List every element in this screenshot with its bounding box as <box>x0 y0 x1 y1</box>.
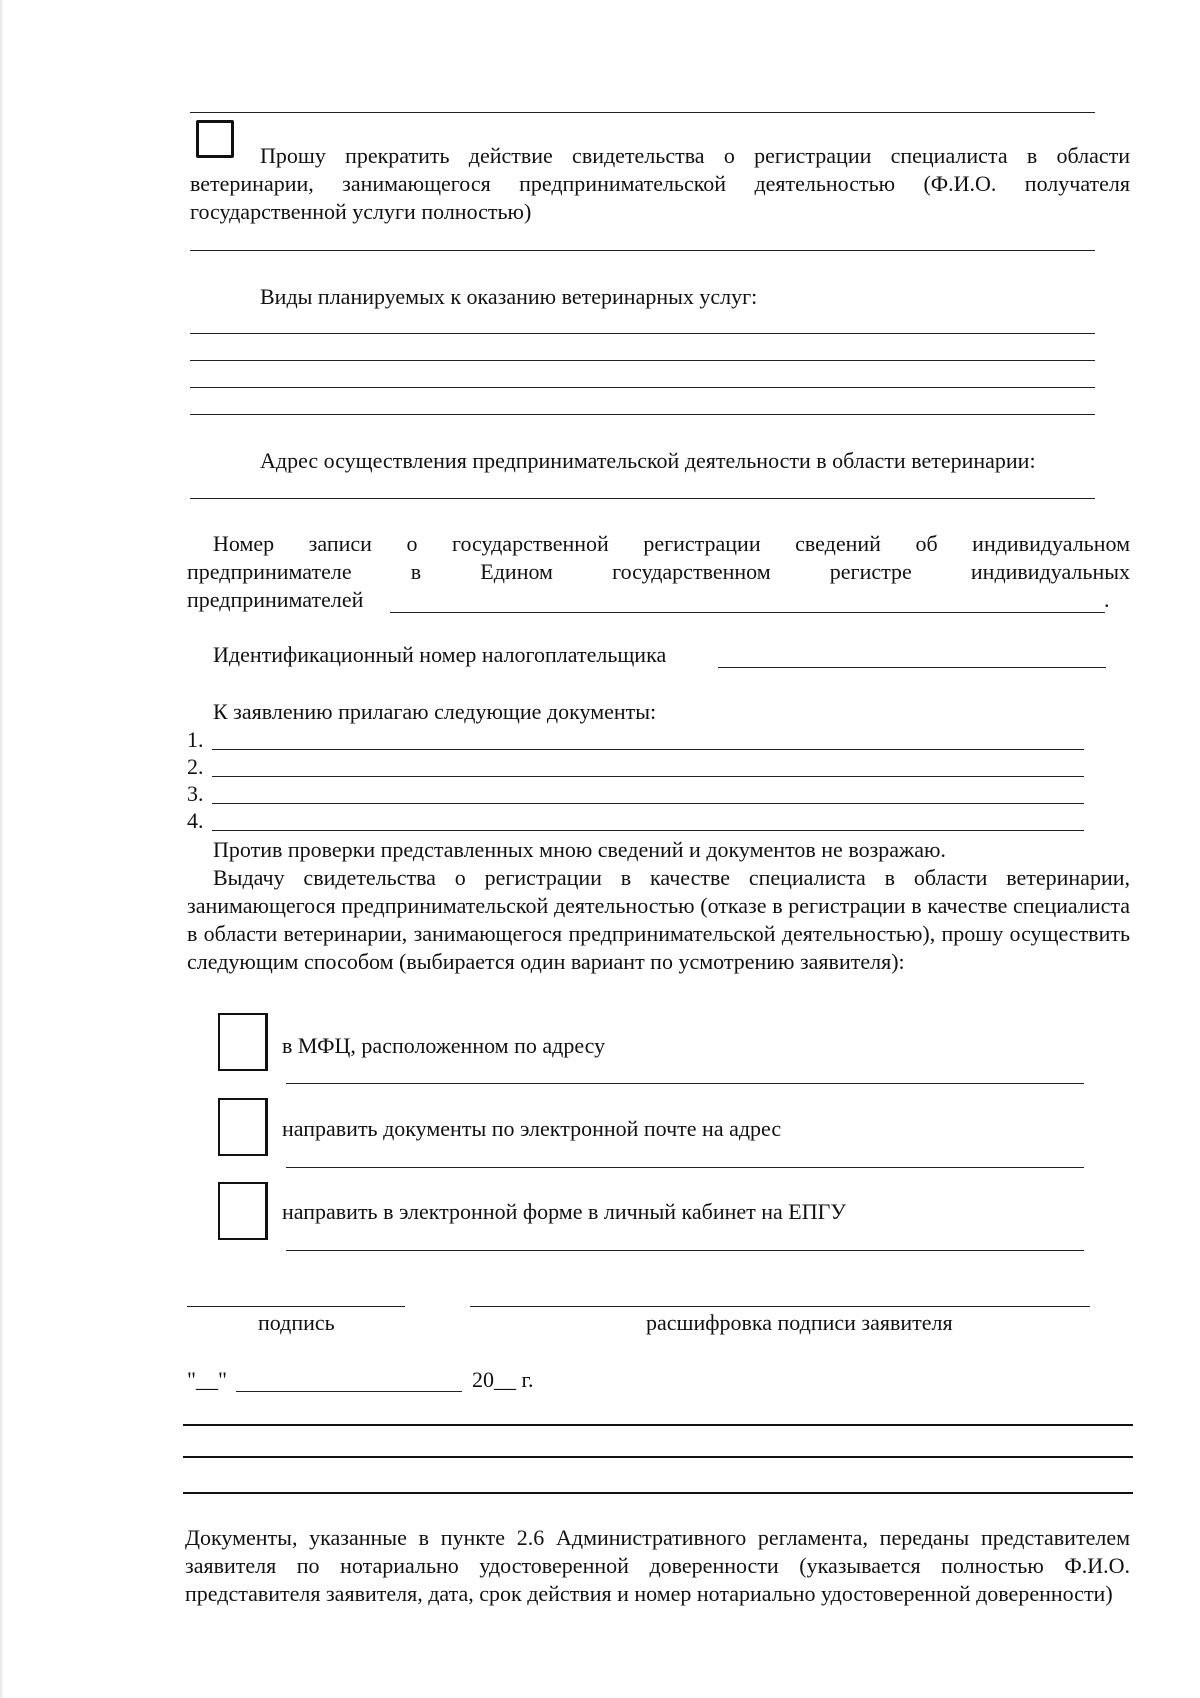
inn-label: Идентификационный номер налогоплательщика <box>213 642 667 667</box>
services-line-3[interactable] <box>190 387 1095 388</box>
delivery-option-epgu-checkbox[interactable] <box>218 1182 268 1240</box>
signature-line[interactable] <box>187 1306 405 1307</box>
registry-end-dot: . <box>1104 587 1110 612</box>
registry-fill-line[interactable] <box>390 612 1105 613</box>
delivery-option-epgu-line[interactable] <box>286 1250 1084 1251</box>
registry-line-3: предпринимателей <box>187 587 364 612</box>
date-month-line[interactable] <box>236 1391 462 1392</box>
services-line-4[interactable] <box>190 414 1095 415</box>
consent-text: Против проверки представленных мною сведений и документов не возражаю. <box>213 837 946 862</box>
date-year: 20__ г. <box>472 1367 534 1392</box>
terminate-fill-line[interactable] <box>190 250 1095 251</box>
delivery-option-epgu-label: направить в электронной форме в личный кабинет на ЕПГУ <box>282 1199 846 1224</box>
address-label: Адрес осуществления предпринимательской деятельности в области ветеринарии: <box>260 448 1036 473</box>
attachment-num-4: 4. <box>187 808 204 833</box>
representative-line-2[interactable] <box>183 1456 1133 1458</box>
attachment-num-2: 2. <box>187 754 204 779</box>
terminate-text: Прошу прекратить действие свидетельства о регистрации специалиста в области ветеринарии, занимающегося предпринимательской деятельностью (Ф.И.О. получателя государственной услуги полностью) <box>190 143 1130 224</box>
delivery-text: Выдачу свидетельства о регистрации в качестве специалиста в области ветеринарии, занимающегося предпринимательской деятельностью (отказе в регистрации в качестве специалиста в области ветеринарии, занимающегося предпринимательской деятельностью), прошу осуществить следующим способом (выбирается один вариант по усмотрению заявителя): <box>187 865 1130 974</box>
delivery-option-mfc-checkbox[interactable] <box>218 1013 268 1071</box>
inn-fill-line[interactable] <box>718 667 1106 668</box>
date-day: "__" <box>187 1367 227 1392</box>
scan-edge <box>0 0 4 1698</box>
delivery-option-email-checkbox[interactable] <box>218 1098 268 1156</box>
attachment-num-3: 3. <box>187 781 204 806</box>
attachment-line-1[interactable] <box>212 749 1084 750</box>
signature-decode-label: расшифровка подписи заявителя <box>646 1310 953 1335</box>
attachment-line-3[interactable] <box>212 803 1084 804</box>
delivery-option-email-label: направить документы по электронной почте на адрес <box>282 1116 782 1141</box>
services-line-2[interactable] <box>190 360 1095 361</box>
representative-line-3[interactable] <box>183 1492 1133 1494</box>
address-line[interactable] <box>190 498 1095 499</box>
delivery-option-email-line[interactable] <box>286 1167 1084 1168</box>
delivery-option-mfc-line[interactable] <box>286 1083 1084 1084</box>
delivery-option-mfc-label: в МФЦ, расположенном по адресу <box>282 1033 606 1058</box>
signature-label: подпись <box>258 1310 335 1335</box>
attachment-line-4[interactable] <box>212 830 1084 831</box>
registry-line-1: Номер записи о государственной регистрации сведений об индивидуальном <box>213 531 1130 556</box>
attachment-num-1: 1. <box>187 727 204 752</box>
representative-line-1[interactable] <box>183 1424 1133 1426</box>
services-label: Виды планируемых к оказанию ветеринарных услуг: <box>260 284 758 309</box>
top-rule <box>190 112 1095 113</box>
attachment-line-2[interactable] <box>212 776 1084 777</box>
representative-text: Документы, указанные в пункте 2.6 Административного регламента, переданы представителем заявителя по нотариально удостоверенной доверенности (указывается полностью Ф.И.О. представителя заявителя, дата, срок действия и номер нотариально удостоверенной доверенности) <box>185 1525 1130 1606</box>
attachments-label: К заявлению прилагаю следующие документы: <box>213 699 657 724</box>
registry-line-2: предпринимателе в Едином государственном регистре индивидуальных <box>187 559 1130 584</box>
services-line-1[interactable] <box>190 333 1095 334</box>
signature-decode-line[interactable] <box>470 1306 1090 1307</box>
